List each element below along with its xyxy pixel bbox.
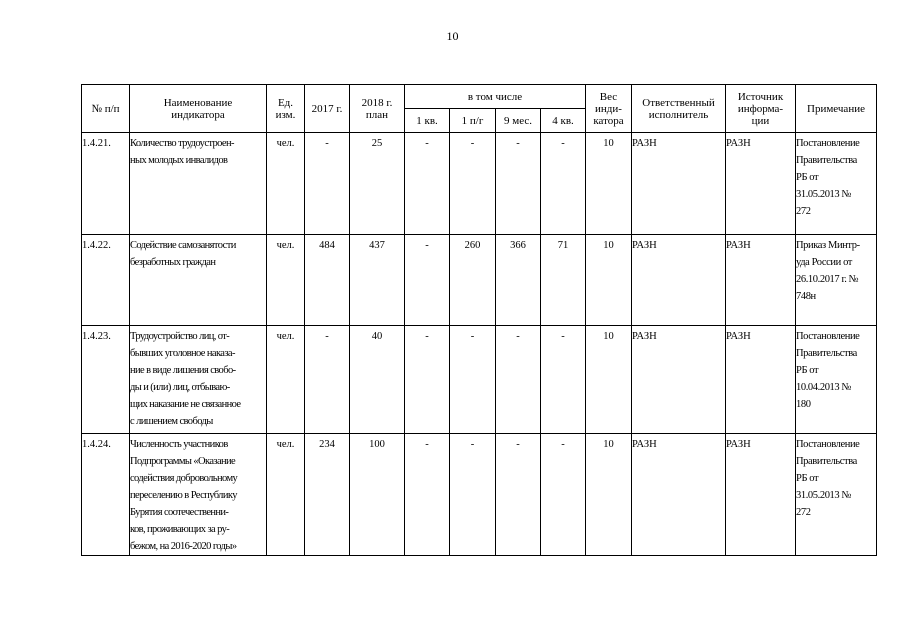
row-num: 1.4.21.: [82, 133, 130, 235]
row-name: Трудоустройство лиц, от- бывших уголовное наказа- ние в виде лишения свобо- ды и (или) лиц, отбываю- щих наказание не связанное с лишением свободы: [130, 326, 267, 434]
table-row: [82, 434, 877, 556]
row-h1: -: [450, 434, 496, 556]
row-source: РАЗН: [726, 235, 796, 326]
row-note: Приказ Минтр- уда России от 26.10.2017 г. № 748н: [796, 235, 877, 326]
row-note: Постановление Правительства РБ от 10.04.2013 № 180: [796, 326, 877, 434]
row-q1: -: [405, 434, 450, 556]
row-2018: 100: [350, 434, 405, 556]
page-number: 10: [446, 29, 459, 43]
row-h1: -: [450, 326, 496, 434]
row-9m: 366: [496, 235, 541, 326]
row-unit: чел.: [267, 326, 305, 434]
row-h1: 260: [450, 235, 496, 326]
header-source: Источник информа- ции: [726, 85, 796, 133]
header-9m: 9 мес.: [496, 109, 541, 133]
header-responsible: Ответственный исполнитель: [632, 85, 726, 133]
row-9m: -: [496, 434, 541, 556]
row-name: Численность участников Подпрограммы «Оказание содействия добровольному переселению в Республику Бурятия соотечественни- ков, проживающих за ру- бежом, на 2016-2020 годы»: [130, 434, 267, 556]
row-num: 1.4.24.: [82, 434, 130, 556]
row-2018: 437: [350, 235, 405, 326]
header-q1: 1 кв.: [405, 109, 450, 133]
row-source: РАЗН: [726, 133, 796, 235]
header-2017: 2017 г.: [305, 85, 350, 133]
table-row: [82, 133, 877, 235]
header-unit: Ед. изм.: [267, 85, 305, 133]
row-responsible: РАЗН: [632, 326, 726, 434]
row-2018: 40: [350, 326, 405, 434]
row-q4: 71: [541, 235, 586, 326]
header-h1: 1 п/г: [450, 109, 496, 133]
row-q1: -: [405, 326, 450, 434]
row-name: Количество трудоустроен- ных молодых инвалидов: [130, 133, 267, 235]
header-q4: 4 кв.: [541, 109, 586, 133]
row-2017: -: [305, 133, 350, 235]
row-num: 1.4.22.: [82, 235, 130, 326]
table-row: [82, 326, 877, 434]
row-2017: 484: [305, 235, 350, 326]
row-9m: -: [496, 133, 541, 235]
row-num: 1.4.23.: [82, 326, 130, 434]
row-weight: 10: [586, 133, 632, 235]
indicators-table: [81, 84, 877, 556]
header-2018-plan: 2018 г. план: [350, 85, 405, 133]
header-note: Примечание: [796, 85, 877, 133]
header-weight: Вес инди- катора: [586, 85, 632, 133]
row-name: Содействие самозанятости безработных граждан: [130, 235, 267, 326]
row-source: РАЗН: [726, 326, 796, 434]
row-weight: 10: [586, 326, 632, 434]
row-q4: -: [541, 133, 586, 235]
row-2017: 234: [305, 434, 350, 556]
row-2018: 25: [350, 133, 405, 235]
row-weight: 10: [586, 434, 632, 556]
row-responsible: РАЗН: [632, 235, 726, 326]
row-responsible: РАЗН: [632, 434, 726, 556]
row-unit: чел.: [267, 434, 305, 556]
table-row: [82, 235, 877, 326]
header-name: Наименование индикатора: [130, 85, 267, 133]
row-source: РАЗН: [726, 434, 796, 556]
row-note: Постановление Правительства РБ от 31.05.2013 № 272: [796, 434, 877, 556]
row-q4: -: [541, 326, 586, 434]
row-h1: -: [450, 133, 496, 235]
header-num: № п/п: [82, 85, 130, 133]
row-weight: 10: [586, 235, 632, 326]
row-unit: чел.: [267, 133, 305, 235]
row-unit: чел.: [267, 235, 305, 326]
row-q1: -: [405, 133, 450, 235]
row-9m: -: [496, 326, 541, 434]
row-2017: -: [305, 326, 350, 434]
row-note: Постановление Правительства РБ от 31.05.2013 № 272: [796, 133, 877, 235]
row-q1: -: [405, 235, 450, 326]
row-q4: -: [541, 434, 586, 556]
row-responsible: РАЗН: [632, 133, 726, 235]
header-including: в том числе: [405, 85, 586, 109]
